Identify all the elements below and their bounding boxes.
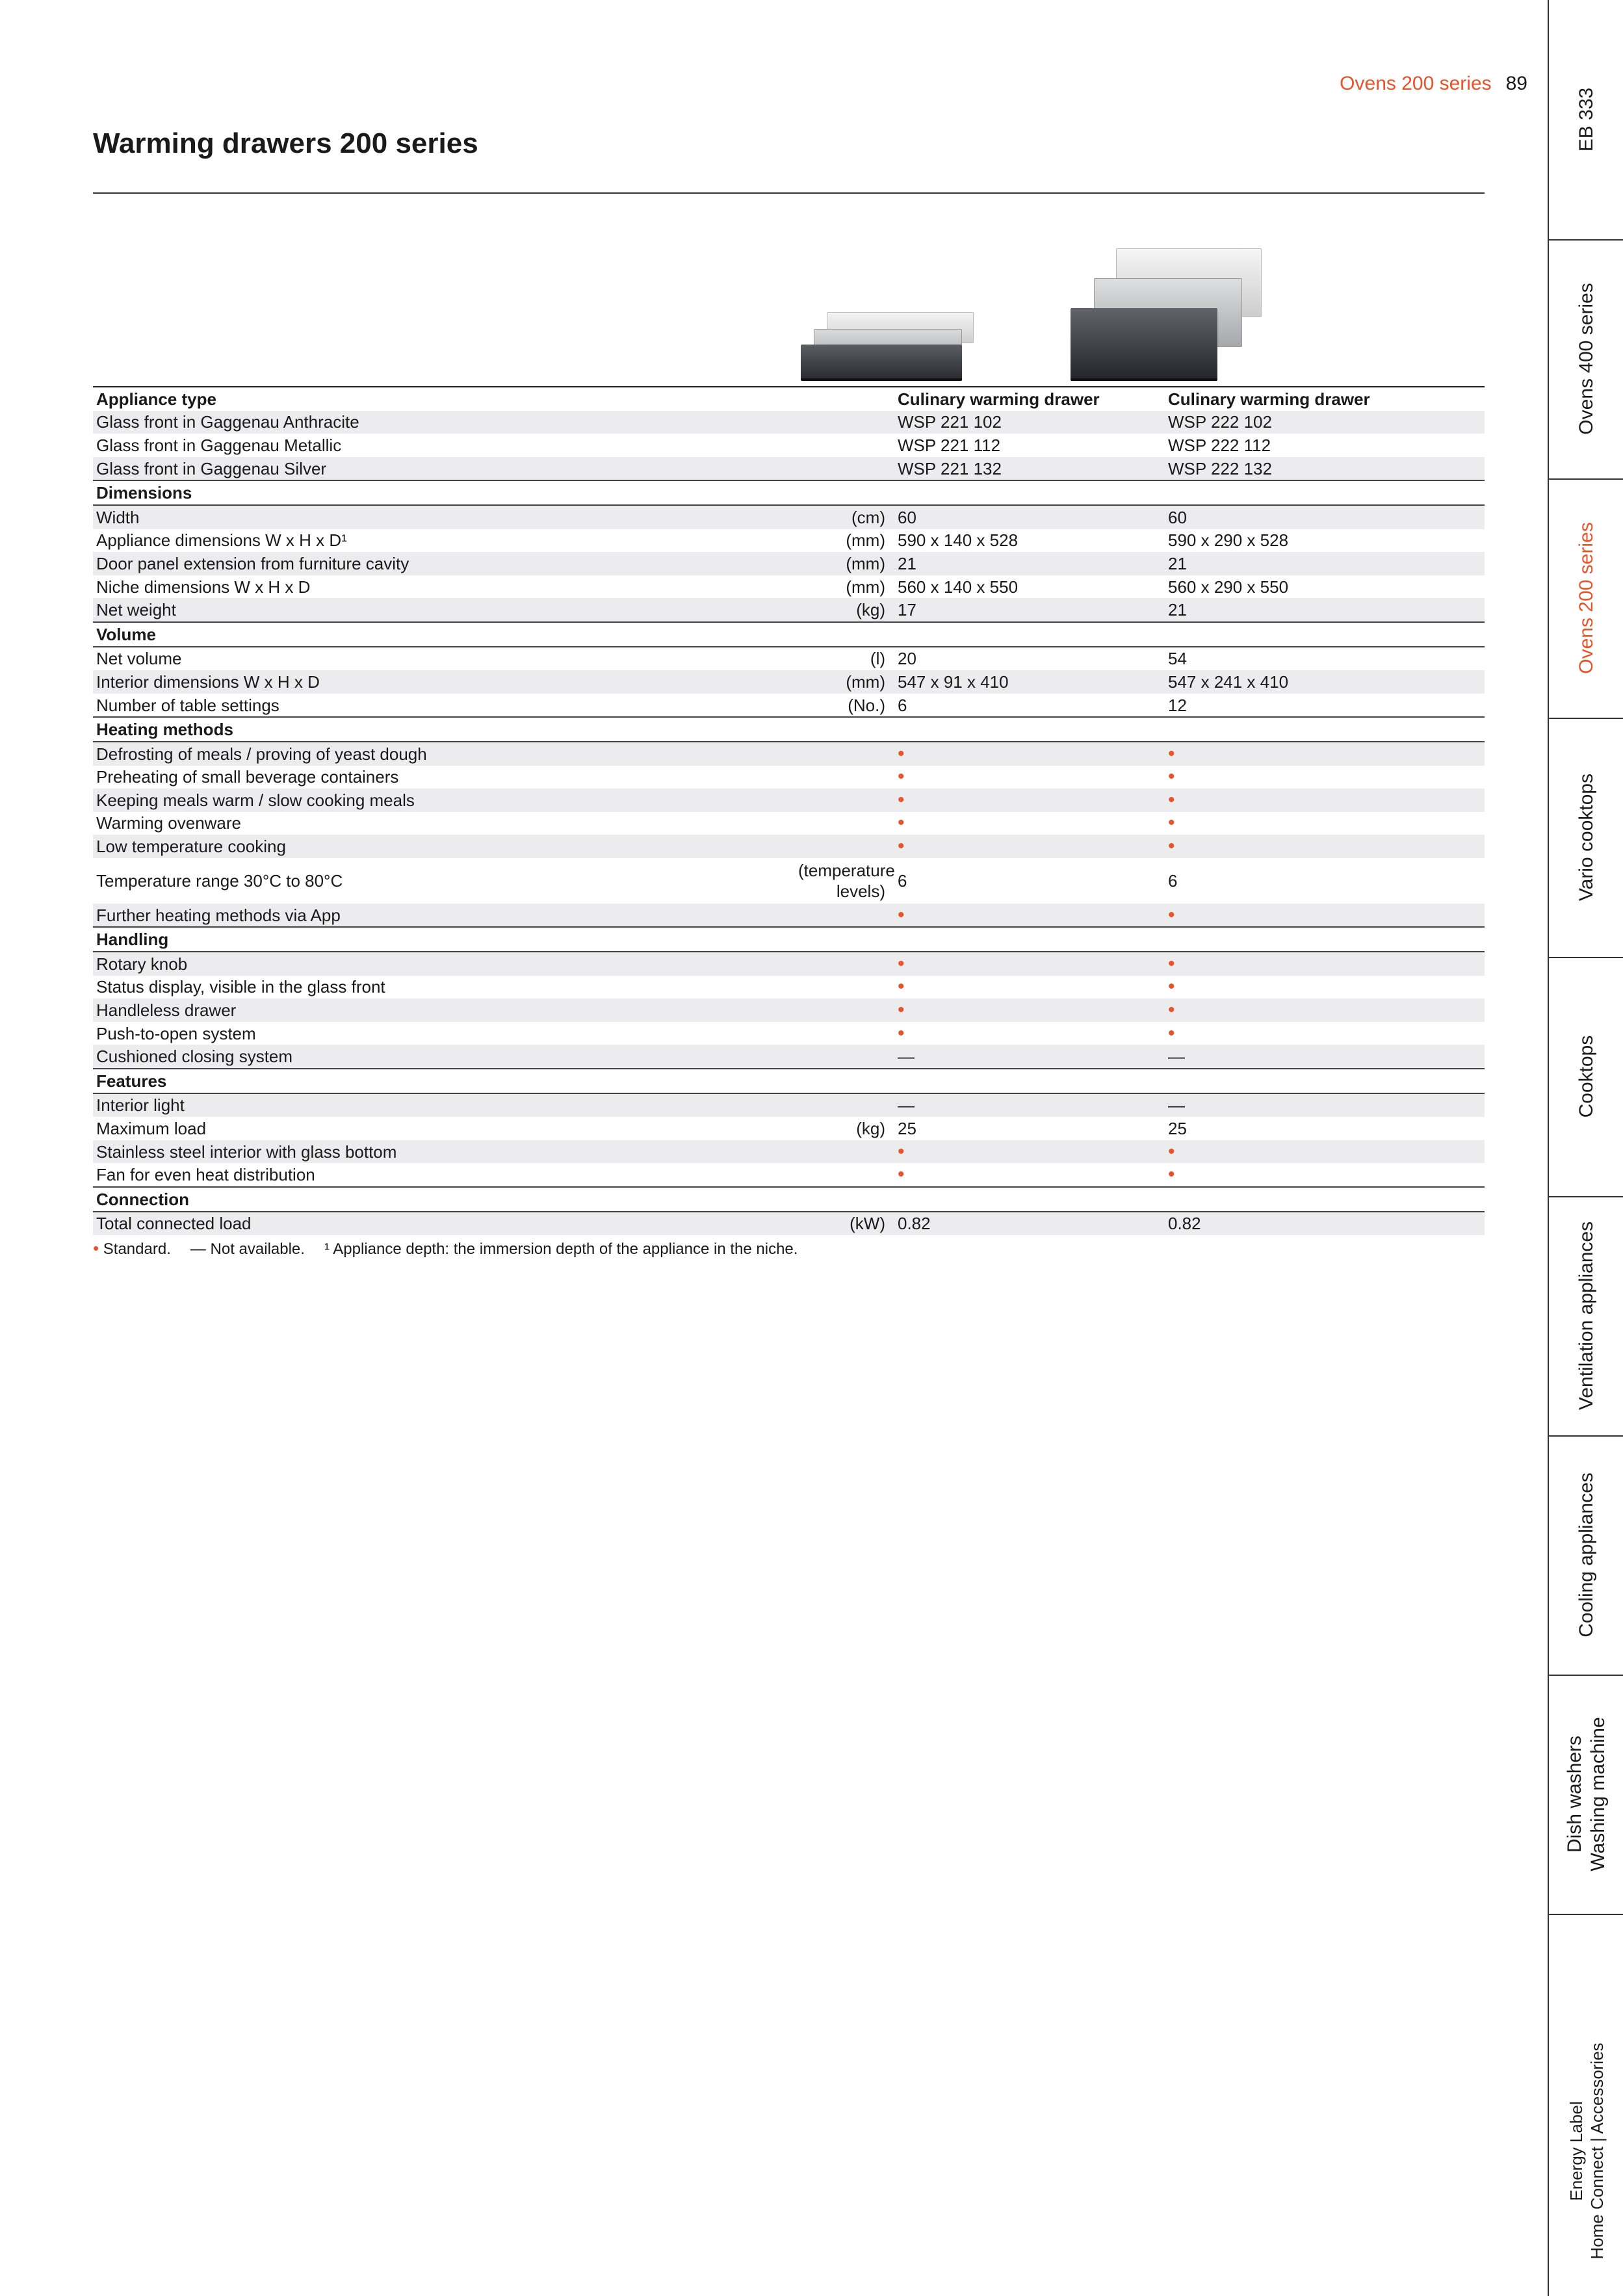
tab-vario-cooktops[interactable]: Vario cooktops <box>1549 718 1623 958</box>
tab-energy-label[interactable]: Energy Label Home Connect | Accessories <box>1566 2042 1607 2260</box>
table-row: Interior dimensions W x H x D (mm) 547 x 91 x 410 547 x 241 x 410 <box>93 670 1485 694</box>
tab-ovens-400[interactable]: Ovens 400 series <box>1549 239 1623 480</box>
section-header-handling: Handling <box>93 927 1485 952</box>
table-row: Number of table settings (No.) 6 12 <box>96 695 1187 715</box>
section-header-features: Features <box>93 1069 1485 1093</box>
title-divider <box>93 192 1485 194</box>
table-row: Niche dimensions W x H x D (mm) 560 x 140 x 550 560 x 290 x 550 <box>96 577 1289 597</box>
table-row <box>93 434 1485 457</box>
table-row: Push-to-open system • • <box>96 1022 1175 1044</box>
row-label: Glass front in Gaggenau Metallic <box>96 435 342 455</box>
table-row: Handleless drawer • • <box>93 998 1485 1022</box>
section-header-heating: Heating methods <box>93 717 1485 742</box>
table-row: Temperature range 30°C to 80°C (temperature levels) 6 6 <box>96 860 1178 901</box>
tab-dishwashers[interactable]: Dish washers Washing machine <box>1549 1675 1623 1915</box>
tab-eb333[interactable]: EB 333 <box>1549 0 1623 241</box>
table-row: Defrosting of meals / proving of yeast dough • • <box>93 742 1485 766</box>
section-header-dimensions: Dimensions <box>93 480 1485 505</box>
cell-value: WSP 221 132 <box>894 457 1165 481</box>
cell-value: WSP 222 112 <box>1168 435 1271 455</box>
table-row: Preheating of small beverage containers • • <box>96 766 1175 788</box>
footnote <box>93 1240 798 1259</box>
page-header <box>1340 73 1527 95</box>
cell-value: WSP 221 102 <box>894 411 1165 434</box>
row-label: Glass front in Gaggenau Silver <box>93 457 795 481</box>
footnote-standard: • Standard. <box>93 1238 171 1258</box>
section-header-connection: Connection <box>93 1187 1485 1212</box>
table-row: Warming ovenware • • <box>96 812 1175 834</box>
tab-ovens-200[interactable]: Ovens 200 series <box>1549 478 1623 719</box>
table-row: Maximum load (kg) 25 25 <box>96 1119 1187 1139</box>
row-label: Glass front in Gaggenau Anthracite <box>93 411 795 434</box>
chapter-sidebar <box>1548 0 1623 2296</box>
product-type-2: Culinary warming drawer <box>1165 387 1485 411</box>
section-header-volume: Volume <box>93 622 1485 647</box>
page-number: 89 <box>1505 73 1527 94</box>
table-row <box>93 411 1485 434</box>
cell-value: WSP 222 132 <box>1165 457 1485 481</box>
footnote-depth: ¹ Appliance depth: the immersion depth of the appliance in the niche. <box>324 1240 798 1258</box>
cell-value: WSP 221 112 <box>898 435 1001 455</box>
table-row: Appliance dimensions W x H x D¹ (mm) 590 x 140 x 528 590 x 290 x 528 <box>96 530 1289 551</box>
table-row: Door panel extension from furniture cavity (mm) 21 21 <box>93 552 1485 575</box>
product-type-1: Culinary warming drawer <box>894 387 1165 411</box>
tab-cooling[interactable]: Cooling appliances <box>1549 1435 1623 1676</box>
table-row: Stainless steel interior with glass bottom • • <box>93 1140 1485 1164</box>
tab-ventilation[interactable]: Ventilation appliances <box>1549 1196 1623 1437</box>
table-row: Total connected load (kW) 0.82 0.82 <box>93 1212 1485 1236</box>
table-row: Further heating methods via App • • <box>93 904 1485 928</box>
table-row: Low temperature cooking • • <box>93 835 1485 858</box>
table-row: Keeping meals warm / slow cooking meals • • <box>93 789 1485 812</box>
table-row: Status display, visible in the glass front • • <box>96 976 1175 998</box>
tab-cooktops[interactable]: Cooktops <box>1549 957 1623 1197</box>
row-label: Appliance type <box>93 387 795 411</box>
cell-value: WSP 222 102 <box>1165 411 1485 434</box>
table-row: Interior light — — <box>93 1093 1485 1117</box>
section-name: Ovens 200 series <box>1340 73 1492 94</box>
page-title: Warming drawers 200 series <box>93 127 478 159</box>
table-row: Fan for even heat distribution • • <box>96 1164 1175 1186</box>
product-image-wsp222 <box>1069 247 1264 381</box>
table-row: Net weight (kg) 17 21 <box>93 598 1485 622</box>
table-row: Rotary knob • • <box>93 952 1485 976</box>
spec-table <box>93 386 1485 1235</box>
table-row: Net volume (l) 20 54 <box>96 649 1187 669</box>
table-row <box>93 387 1485 411</box>
product-image-wsp221 <box>799 311 975 381</box>
table-row: Width (cm) 60 60 <box>93 505 1485 529</box>
table-row <box>93 457 1485 481</box>
footnote-not-available: — Not available. <box>190 1240 305 1258</box>
table-row: Cushioned closing system — — <box>93 1045 1485 1069</box>
